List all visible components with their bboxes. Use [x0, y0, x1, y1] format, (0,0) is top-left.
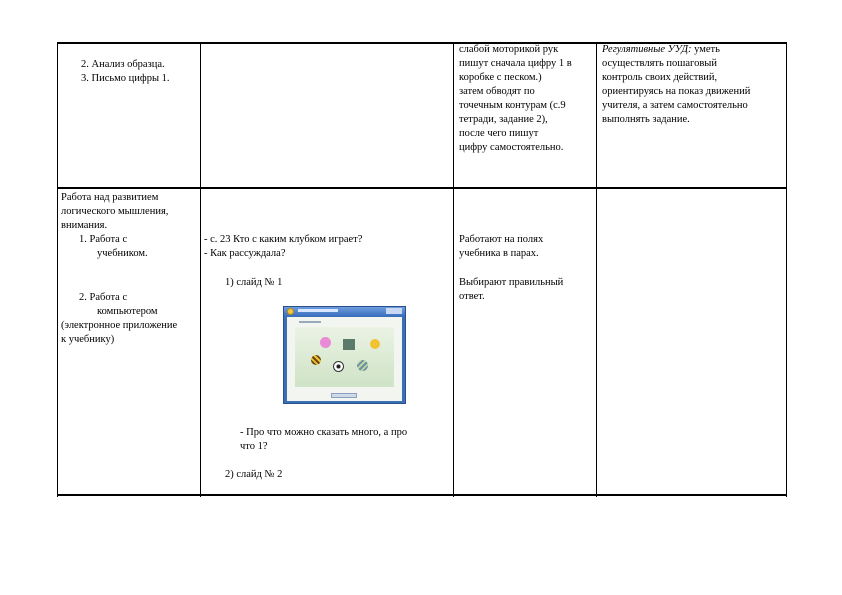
cell-text-line: Выбирают правильный — [459, 277, 564, 288]
column-divider-1 — [200, 42, 201, 497]
cell-text-line: 2. Анализ образца. — [81, 59, 165, 70]
cell-text-line: (электронное приложение — [61, 320, 178, 331]
table-left-border — [57, 42, 58, 497]
cell-text-line: точечным контурам (с.9 — [459, 100, 566, 111]
cell-text-line: контроль своих действий, — [602, 72, 718, 83]
yarn-ball-icon — [311, 355, 321, 365]
list-item: учебником. — [97, 248, 148, 259]
cell-text-line: Работа над развитием — [61, 192, 159, 203]
slide-subtitle — [299, 321, 321, 323]
cell-text-line: осуществлять пошаговый — [602, 58, 717, 69]
window-caption — [298, 309, 338, 312]
app-logo-icon — [287, 308, 294, 315]
cube-icon — [343, 339, 355, 350]
cell-text-line: внимания. — [61, 220, 108, 231]
cell-text-line: затем обводят по — [459, 86, 535, 97]
question-line: - Про что можно сказать много, а про — [240, 427, 408, 438]
list-item: 2. Работа с — [79, 292, 128, 303]
table-bottom-border — [57, 494, 787, 496]
lesson-table — [57, 42, 787, 497]
cell-text-line: после чего пишут — [459, 128, 539, 139]
cell-text-line: тетради, задание 2), — [459, 114, 548, 125]
cell-text-line: Работают на полях — [459, 234, 544, 245]
slide-2-label: 2) слайд № 2 — [225, 469, 283, 480]
question-line: что 1? — [240, 441, 268, 452]
cell-text-line: учителя, а затем самостоятельно — [602, 100, 748, 111]
slide-screenshot — [283, 306, 406, 404]
cell-text-line: коробке с песком.) — [459, 72, 542, 83]
cell-text-line: пишут сначала цифру 1 в — [459, 58, 572, 69]
cell-text-line: слабой моторикой рук — [459, 44, 559, 55]
cell-text-line: цифру самостоятельно. — [459, 142, 564, 153]
task-line: - с. 23 Кто с каким клубком играет? — [204, 234, 363, 245]
cell-text-line: учебника в парах. — [459, 248, 539, 259]
cell-text-line: ориентируясь на показ движений — [602, 86, 751, 97]
yellow-ball-icon — [370, 339, 380, 349]
uud-label: Регулятивные УУД: — [602, 44, 692, 55]
window-content — [287, 317, 402, 401]
list-item: компьютером — [97, 306, 158, 317]
column-divider-2 — [453, 42, 454, 497]
cell-text-line: Регулятивные УУД: уметь — [602, 44, 720, 55]
table-right-border — [786, 42, 787, 497]
cell-text-line: к учебнику) — [61, 334, 115, 345]
soccer-ball-icon — [333, 361, 344, 372]
slide-area — [295, 327, 394, 387]
window-titlebar — [284, 307, 405, 316]
window-controls — [386, 308, 402, 314]
slide-nav-button — [331, 393, 357, 398]
cell-text-line: ответ. — [459, 291, 485, 302]
cell-text-line: выполнять задание. — [602, 114, 690, 125]
cell-text-line: логического мышления, — [61, 206, 169, 217]
column-divider-3 — [596, 42, 597, 497]
cell-text-line: 3. Письмо цифры 1. — [81, 73, 170, 84]
slide-1-label: 1) слайд № 1 — [225, 277, 283, 288]
striped-ball-icon — [357, 360, 368, 371]
row-divider — [57, 187, 787, 189]
pink-ball-icon — [320, 337, 331, 348]
task-line: - Как рассуждала? — [204, 248, 286, 259]
list-item: 1. Работа с — [79, 234, 128, 245]
